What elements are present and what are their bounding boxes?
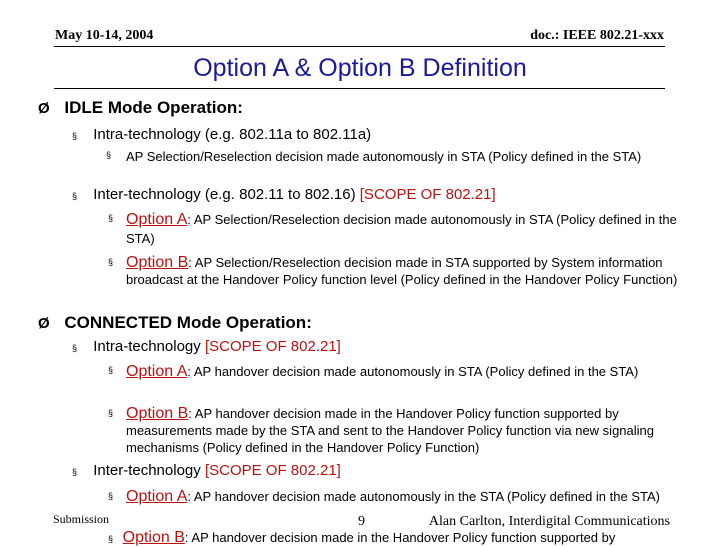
connected-inter-option-b-name: Option B xyxy=(122,529,185,546)
idle-option-a-name: Option A xyxy=(126,211,188,228)
idle-inter-row xyxy=(72,186,496,203)
square-bullet-icon: § xyxy=(108,534,114,544)
idle-option-b-text: : AP Selection/Reselection decision made in STA supported by System information broadcast at the Handover Policy function level (Policy defined in the Handover Policy Function) xyxy=(126,255,678,287)
idle-heading: IDLE Mode Operation: xyxy=(64,98,243,117)
square-bullet-icon: § xyxy=(108,408,114,418)
connected-heading-row xyxy=(38,313,312,333)
connected-intra-scope: [SCOPE OF 802.21] xyxy=(204,338,341,355)
square-bullet-icon: § xyxy=(108,257,114,267)
slide-title: Option A & Option B Definition xyxy=(193,54,527,82)
idle-intra-row xyxy=(72,126,371,143)
connected-inter-option-a-text: : AP handover decision made autonomously in the STA (Policy defined in the STA) xyxy=(187,489,660,504)
square-bullet-icon: § xyxy=(106,150,112,160)
connected-heading: CONNECTED Mode Operation: xyxy=(64,313,312,332)
idle-option-a-row xyxy=(108,210,678,248)
connected-inter-option-b-row xyxy=(108,529,615,547)
connected-intra-option-a-name: Option A xyxy=(126,363,188,380)
connected-intra-option-b-row xyxy=(108,405,678,456)
header-rule xyxy=(54,46,665,47)
connected-intra-option-a-text: : AP handover decision made autonomously in STA (Policy defined in the STA) xyxy=(187,364,639,379)
connected-inter-option-a-row xyxy=(108,488,688,506)
connected-intra-option-b-name: Option B xyxy=(126,405,189,422)
square-bullet-icon: § xyxy=(108,213,114,223)
connected-inter-option-b-text: : AP handover decision made in the Handover Policy function supported by xyxy=(184,530,616,545)
idle-intra-sub-row xyxy=(106,149,666,165)
connected-intra-row xyxy=(72,338,341,355)
idle-intra-sub: AP Selection/Reselection decision made autonomously in STA (Policy defined in the STA) xyxy=(126,149,642,164)
connected-inter-row xyxy=(72,462,341,479)
connected-inter-label: Inter-technology xyxy=(93,462,201,479)
idle-heading-row xyxy=(38,98,243,118)
square-bullet-icon: § xyxy=(108,365,114,375)
idle-option-a-text: : AP Selection/Reselection decision made autonomously in STA (Policy defined in the STA) xyxy=(126,212,677,246)
arrow-bullet-icon: Ø xyxy=(38,315,50,332)
idle-option-b-name: Option B xyxy=(126,254,189,271)
idle-option-b-row xyxy=(108,254,678,288)
footer-author: Alan Carlton, Interdigital Communications xyxy=(428,514,670,529)
square-bullet-icon: § xyxy=(72,467,78,477)
footer-page-number: 9 xyxy=(358,514,365,529)
header-doc-id: doc.: IEEE 802.21-xxx xyxy=(530,28,664,43)
connected-inter-option-a-name: Option A xyxy=(126,488,188,505)
idle-intra-label: Intra-technology (e.g. 802.11a to 802.11a) xyxy=(93,126,372,143)
square-bullet-icon: § xyxy=(72,131,78,141)
header-date: May 10-14, 2004 xyxy=(55,28,154,43)
connected-intra-option-a-row xyxy=(108,362,678,381)
connected-intra-label: Intra-technology xyxy=(93,338,201,355)
idle-inter-scope: [SCOPE OF 802.21] xyxy=(359,186,496,203)
idle-inter-label: Inter-technology (e.g. 802.11 to 802.16) xyxy=(93,186,356,203)
connected-intra-option-b-text: : AP handover decision made in the Handover Policy function supported by measurements made by the STA and sent to the Handover Policy function via new signaling mechanisms (Policy defined in the Handover Policy Function) xyxy=(126,406,654,455)
square-bullet-icon: § xyxy=(72,343,78,353)
square-bullet-icon: § xyxy=(72,191,78,201)
connected-inter-scope: [SCOPE OF 802.21] xyxy=(204,462,341,479)
title-rule xyxy=(54,88,665,89)
arrow-bullet-icon: Ø xyxy=(38,100,50,117)
footer-submission: Submission xyxy=(53,512,110,526)
square-bullet-icon: § xyxy=(108,491,114,501)
